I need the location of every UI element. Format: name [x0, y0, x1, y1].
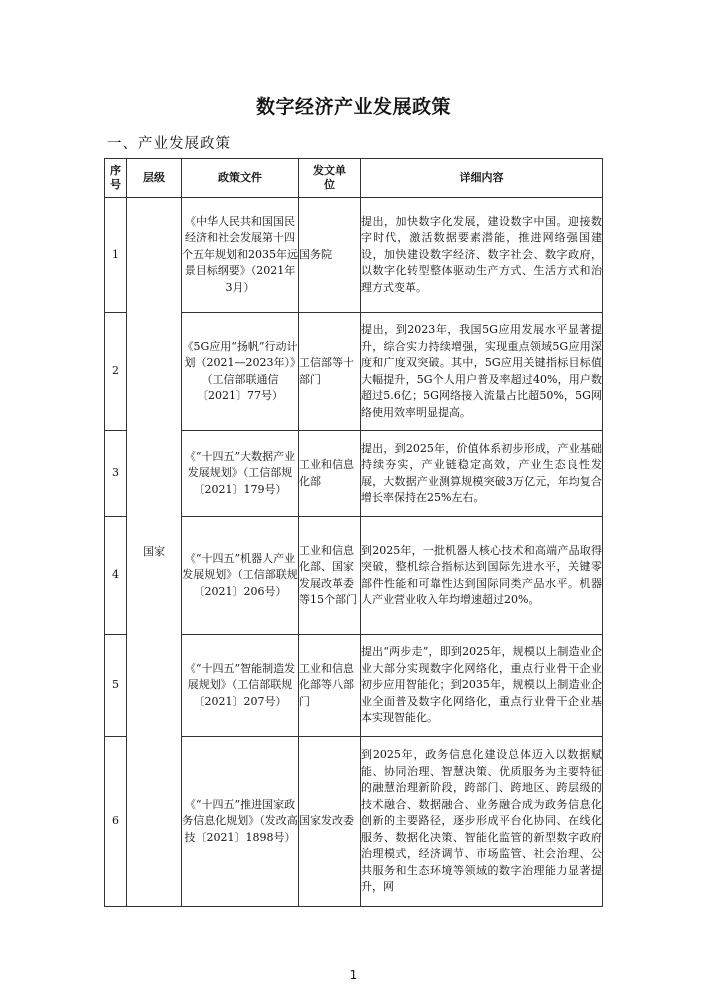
issuing-unit: 工业和信息化部等八部门	[299, 635, 361, 737]
row-number: 1	[105, 198, 127, 313]
policy-document: 《“十四五”大数据产业发展规划》（工信部规〔2021〕179号）	[182, 431, 299, 517]
issuing-unit: 工信部等十部门	[299, 313, 361, 431]
policy-detail: 到2025年，政务信息化建设总体迈入以数据赋能、协同治理、智慧决策、优质服务为主要特征的融慧治理新阶段，跨部门、跨地区、跨层级的技术融合、数据融合、业务融合成为政务信息化创新的主要路径，逐步形成平台化协同、在线化服务、数据化决策、智能化监管的新型数字政府治理模式，经济调节、市场监管、社会治理、公共服务和生态环境等领域的数字治理能力显著提升，网	[361, 737, 603, 907]
row-number: 5	[105, 635, 127, 737]
policy-document: 《“十四五”机器人产业发展规划》（工信部联规〔2021〕206号）	[182, 517, 299, 635]
row-number: 3	[105, 431, 127, 517]
issuing-unit: 工业和信息化部	[299, 431, 361, 517]
policy-detail: 提出“两步走”，即到2025年，规模以上制造业企业大部分实现数字化网络化，重点行业骨干企业初步应用智能化；到2035年，规模以上制造业企业全面普及数字化网络化，重点行业骨干企业基本实现智能化。	[361, 635, 603, 737]
policy-detail: 到2025年，一批机器人核心技术和高端产品取得突破，整机综合指标达到国际先进水平，关键零部件性能和可靠性达到国际同类产品水平。机器人产业营业收入年均增速超过20%。	[361, 517, 603, 635]
level-cell: 国家	[127, 198, 182, 907]
issuing-unit: 国务院	[299, 198, 361, 313]
header-issuer: 发文单位	[299, 159, 361, 198]
policy-document: 《“十四五”推进国家政务信息化规划》（发改高技〔2021〕1898号）	[182, 737, 299, 907]
document-title: 数字经济产业发展政策	[255, 96, 451, 118]
policy-detail: 提出，到2023年，我国5G应用发展水平显著提升，综合实力持续增强，实现重点领域5G应用深度和广度双突破。其中，5G应用关键指标目标值大幅提升，5G个人用户普及率超过40%，用户数超过5.6亿；5G网络接入流量占比超50%，5G网络使用效率明显提高。	[361, 313, 603, 431]
header-level: 层级	[127, 159, 182, 198]
page-number: 1	[349, 968, 358, 982]
row-number: 2	[105, 313, 127, 431]
policy-document: 《5G应用“扬帆”行动计划（2021—2023年）》（工信部联通信〔2021〕77号）	[182, 313, 299, 431]
issuing-unit: 工业和信息化部、国家发展改革委等15个部门	[299, 517, 361, 635]
header-doc: 政策文件	[182, 159, 299, 198]
table-row	[105, 198, 603, 313]
policy-table	[104, 158, 603, 907]
issuing-unit: 国家发改委	[299, 737, 361, 907]
section-heading: 一、产业发展政策	[107, 136, 231, 152]
policy-detail: 提出，到2025年，价值体系初步形成，产业基础持续夯实，产业链稳定高效，产业生态良性发展，大数据产业测算规模突破3万亿元，年均复合增长率保持在25%左右。	[361, 431, 603, 517]
header-detail: 详细内容	[361, 159, 603, 198]
row-number: 4	[105, 517, 127, 635]
header-no: 序号	[105, 159, 127, 198]
policy-document: 《“十四五”智能制造发展规划》（工信部联规〔2021〕207号）	[182, 635, 299, 737]
row-number: 6	[105, 737, 127, 907]
table-header-row	[105, 159, 603, 198]
policy-detail: 提出，加快数字化发展，建设数字中国。迎接数字时代，激活数据要素潜能，推进网络强国建设，加快建设数字经济、数字社会、数字政府，以数字化转型整体驱动生产方式、生活方式和治理方式变革。	[361, 198, 603, 313]
policy-document: 《中华人民共和国国民经济和社会发展第十四个五年规划和2035年远景目标纲要》（2021年3月）	[182, 198, 299, 313]
